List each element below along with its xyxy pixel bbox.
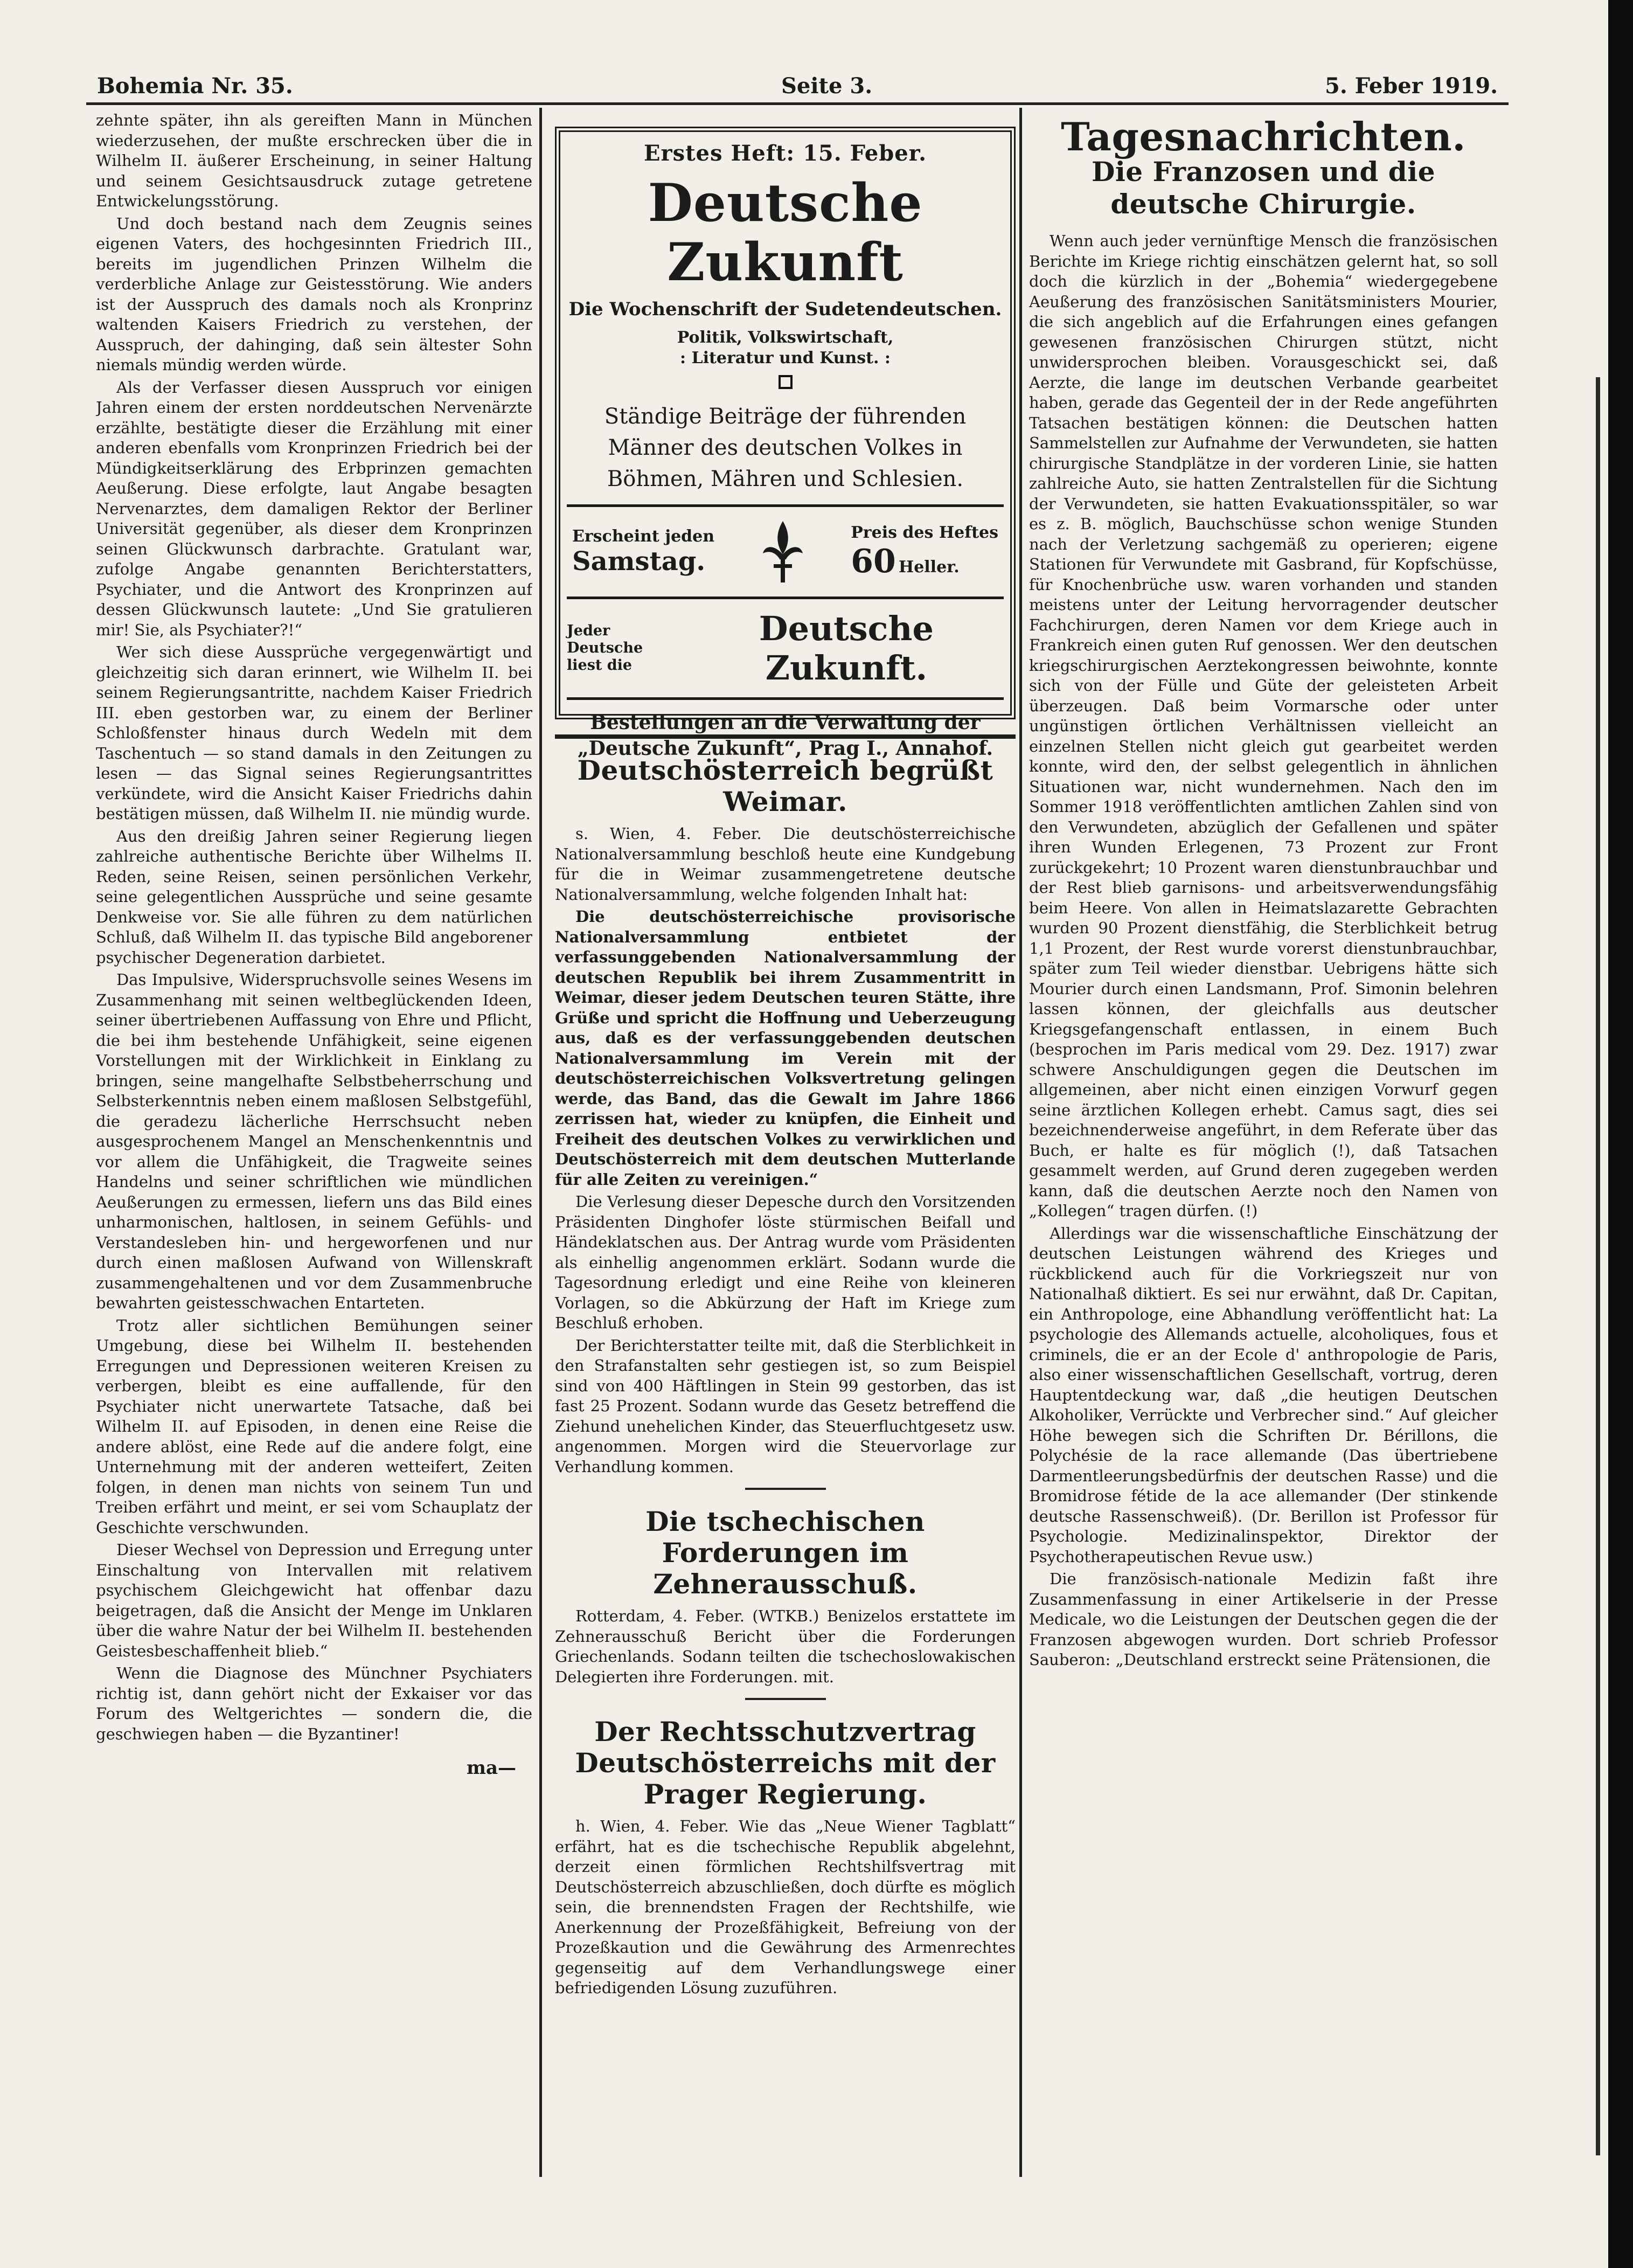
ad-order-line: Bestellungen an die Verwaltung der [590, 711, 981, 734]
column-divider-1 [539, 108, 542, 2177]
ad-title: Deutsche Zukunft [648, 172, 923, 293]
fleur-de-lis-icon [759, 517, 807, 587]
paragraph: Wenn die Diagnose des Münchner Psychiaters richtig ist, dann gehört nicht der Exkaiser vor das Forum des Weltgerichtes — sondern die, die geschwiegen haben — die Byzantiner! [96, 1664, 532, 1743]
ad-order-line: „Deutsche Zukunft“, Prag I., Annahof. [577, 737, 993, 760]
ad-rule [567, 697, 1004, 700]
paragraph: Der Berichterstatter teilte mit, daß die Sterblichkeit in den Strafanstalten sehr gestiegen ist, so zum Beispiel sind von 400 Häftlingen in Stein 99 gestorben, das ist fast 25 Prozent. Sodann wurde das Gesetz betreffend die Ziehund unehelichen Kinder, das Steuerfluchtgesetz usw. angenommen. Morgen wird die Steuervorlage zur Verhandlung kommen. [555, 1336, 1016, 1476]
paragraph: Trotz aller sichtlichen Bemühungen seiner Umgebung, diese bei Wilhelm II. bestehenden Erregungen und Depressionen weiteren Kreisen zu verbergen, bleibt es eine auffallende, für den Psychiater nicht unerwartete Tatsache, daß bei Wilhelm II. auf Episoden, in denen eine Reise die andere ablöst, eine Rede auf die andere folgt, eine Unternehmung mit der anderen wetteifert, Zeiten folgen, in denen man nichts von seinem Tun und Treiben erfährt und meint, er sei vom Schauplatz der Geschichte verschwunden. [96, 1316, 532, 1537]
ad-topics-line: : Literatur und Kunst. : [680, 349, 891, 367]
scan-border [1608, 0, 1633, 2268]
article-separator [745, 1698, 826, 1700]
article-headline: Deutschösterreich begrüßt Weimar. [577, 754, 993, 817]
paragraph: Das Impulsive, Widerspruchsvolle seines Wesens im Zusammenhang mit seinen weltbeglückenden Ideen, seiner übertriebenen Auffassung von Ehre und Pflicht, die bei ihm bestehende Unfähigkeit, seine eigenen Vorstellungen mit der Wirklichkeit in Einklang zu bringen, seine mangelhafte Selbstbeherrschung und Selbsterkenntnis neben einem maßlosen Selbstgefühl, die geradezu lächerliche Herrschsucht neben ausgesprochenem Mangel an Menschenkenntnis und vor allem die Unfähigkeit, die Tragweite seines Handelns und seiner schriftlichen wie mündlichen Aeußerungen zu ermessen, liefern uns das Bild eines unharmonischen, haltlosen, in seinem Gefühls- und Verstandesleben hin- und hergeworfenen und nur durch einen maßlosen Aufwand von Willenskraft zusammengehaltenen und vor dem Zusammenbruche bewahrten geistesschwachen Entarteten. [96, 970, 532, 1312]
binding-edge-line [1596, 377, 1600, 2155]
ad-appears [572, 527, 714, 577]
square-ornament-icon [779, 375, 793, 389]
column-left [96, 110, 532, 2169]
ad-topics-line: Politik, Volkswirtschaft, [677, 328, 894, 347]
ad-price-value: 60 [851, 543, 896, 580]
section-title: Tagesnachrichten. [1061, 114, 1466, 159]
ad-topics [567, 328, 1004, 369]
paragraph: h. Wien, 4. Feber. Wie das „Neue Wiener Tagblatt“ erfährt, hat es die tschechische Republik abgelehnt, derzeit einen förmlichen Rechtshilfsvertrag mit Deutschösterreich abzuschließen, doch dürfte es möglich sein, die brennendsten Fragen der Rechtshilfe, wie Anerkennung der Prozeßfähigkeit, Befreiung von der Prozeßkaution und die Gewährung des Armenrechtes gegenseitig auf dem Verhandlungswege einer befriedigenden Lösung zuzuführen. [555, 1817, 1016, 1997]
paragraph: Die französisch-nationale Medizin faßt ihre Zusammenfassung in einer Artikelserie in der Presse Medicale, wo die Leistungen der Deutschen gegen die der Franzosen abgewogen wurden. Dort schrieb Professor Sauberon: „Deutschland erstreckt seine Prätensionen, die [1029, 1570, 1498, 1669]
paragraph: Und doch bestand nach dem Zeugnis seines eigenen Vaters, des hochgesinnten Friedrich III., bereits im jugendlichen Prinzen Wilhelm die verderbliche Anlage zur Geistesstörung. Wie anders ist der Ausspruch des damals noch als Kronprinz waltenden Kaisers Friedrich zu verstehen, der Ausspruch, der dahinging, daß sein ältester Sohn niemals mündig werden würde. [96, 214, 532, 374]
column-right [1029, 110, 1498, 2158]
ad-appears-day: Samstag. [572, 546, 706, 577]
ad-info-row [567, 517, 1004, 587]
page-number: Seite 3. [781, 73, 873, 99]
ad-notice: Erstes Heft: 15. Feber. [644, 141, 927, 166]
ad-subtitle: Die Wochenschrift der Sudetendeutschen. [568, 299, 1002, 320]
paragraph: Dieser Wechsel von Depression und Erregung unter Einschaltung von Intervallen mit relativem psychischem Gleichgewicht hat offenbar dazu beigetragen, daß die Ansicht der Menge im Unklaren über die wahre Natur der bei Wilhelm II. bestehenden Geistesbeschaffenheit blieb.“ [96, 1541, 532, 1660]
article-headline: Die Franzosen und die deutsche Chirurgie. [1091, 156, 1436, 220]
ad-price-unit: Heller. [898, 558, 960, 577]
ad-reader-title: Deutsche Zukunft. [759, 609, 934, 688]
ad-price-label: Preis des Heftes [851, 523, 998, 542]
paragraph: Die Verlesung dieser Depesche durch den Vorsitzenden Präsidenten Dinghofer löste stürmischen Beifall und Händeklatschen aus. Der Antrag wurde vom Präsidenten als einhellig angenommen erklärt. Sodann wurde die Tagesordnung erledigt und eine Reihe von kleineren Vorlagen, so die Abkürzung der Haft im Kriege zum Beschluß erhoben. [555, 1192, 1016, 1332]
column-divider-2 [1019, 108, 1022, 2177]
author-signature: ma— [466, 1757, 516, 1779]
ad-reader-text: liest die [567, 657, 633, 674]
ad-order [567, 710, 1004, 761]
issue-date: 5. Feber 1919. [1324, 73, 1498, 99]
paragraph: Aus den dreißig Jahren seiner Regierung liegen zahlreiche authentische Berichte über Wilhelms II. Reden, seine Reisen, seinen persönlichen Verkehr, seine gelegentlichen Aussprüche und seine gesamte Denkweise vor. Sie alle führen zu dem natürlichen Schluß, daß Wilhelm II. das typische Bild angeborener psychischer Degeneration darbietet. [96, 827, 532, 967]
paragraph: Wer sich diese Aussprüche vergegenwärtigt und gleichzeitig sich daran erinnert, wie Wilhelm II. bei seinem Regierungsantritte, nachdem Kaiser Friedrich III. eben gestorben war, zu einem der Berliner Schloßfenster hinaus durch Wedeln mit dem Taschentuch — so stand damals in den Zeitungen zu lesen — das Signal seines Regierungsantrittes verkündete, wird die Ansicht Kaiser Friedrichs dahin bestätigen müssen, daß Wilhelm II. nie mündig wurde. [96, 643, 532, 823]
ad-rule [567, 597, 1004, 599]
paragraph: Als der Verfasser diesen Ausspruch vor einigen Jahren einem der ersten norddeutschen Nervenärzte erzählte, bestätigte dieser die Erzählung mit einer anderen ebenfalls vom Kronprinzen Friedrich bei der Mündigkeitserklärung des Erbprinzen gemachten Aeußerung. Diese erfolgte, laut Angabe besagten Nervenarztes, dem damaligen Rektor der Berliner Universität gegenüber, als dieser dem Kronprinzen seinen Glückwunsch darbrachte. Gratulant war, zufolge Angabe genannten Berichterstatters, Psychiater, und die Antwort des Kronprinzen auf dessen Glückwunsch lautete: „Und Sie gratulieren mir! Sie, als Psychiater?!“ [96, 378, 532, 639]
column-middle [555, 110, 1016, 2169]
paragraph: Die deutschösterreichische provisorische Nationalversammlung entbietet der verfassunggebenden Nationalversammlung der deutschen Republik bei ihrem Zusammentritt in Weimar, dieser jedem Deutschen teuren Stätte, ihre Grüße und spricht die Hoffnung und Ueberzeugung aus, daß es der verfassunggebenden deutschen Nationalversammlung im Verein mit der deutschösterreichischen Volksvertretung gelingen werde, das Band, das die Gewalt im Jahre 1866 zerrissen hat, wieder zu knüpfen, die Einheit und Freiheit des deutschen Volkes zu verwirklichen und Deutschösterreich mit dem deutschen Mutterlande für alle Zeiten zu vereinigen.“ [555, 907, 1016, 1189]
article-separator [745, 1488, 826, 1490]
ad-reader-line [567, 609, 1004, 688]
paragraph: s. Wien, 4. Feber. Die deutschösterreichische Nationalversammlung beschloß heute eine Kundgebung für die in Weimar zusammengetretene deutsche Nationalversammlung, welche folgenden Inhalt hat: [555, 824, 1016, 904]
article-headline: Der Rechtsschutzvertrag Deutschösterreichs mit der Prager Regierung. [575, 1716, 996, 1810]
masthead-issue: Bohemia Nr. 35. [97, 73, 293, 99]
ad-reader-text: Jeder Deutsche [567, 622, 643, 656]
header-rule [86, 102, 1509, 105]
ad-reader-prefix [567, 622, 679, 674]
paragraph: zehnte später, ihn als gereiften Mann in München wiederzusehen, der mußte erschrecken über die in Wilhelm II. äußerer Erscheinung, in seiner Haltung und seinem Gesichtsausdruck zutage getretene Entwickelungsstörung. [96, 111, 532, 210]
paragraph: Wenn auch jeder vernünftige Mensch die französischen Berichte im Kriege richtig einschätzen gelernt hat, so soll doch die kürzlich in der „Bohemia“ wiedergegebene Aeußerung des französischen Sanitätsministers Mourier, die sich angeblich auf die Erfahrungen eines gefangen gewesenen französischen Chirurgen stützt, nicht unwidersprochen bleiben. Vorausgeschickt sei, daß Aerzte, die lange im deutschen Verbande gearbeitet haben, gerade das Gegenteil der in der Rede angeführten Tatsachen bestätigen können: die Deutschen hatten Sammelstellen zur Aufnahme der Verwundeten, sie hatten chirurgische Standplätze in der vorderen Linie, sie hatten zahlreiche Auto, sie hatten Zentralstellen für die Sichtung der Verwundeten, sie hatten Evakuationsspitäler, so war es z. B. möglich, Bauchschüsse schon wenige Stunden nach der Verletzung sachgemäß zu operieren; eigene Stationen für Verwundete mit Gasbrand, für Kopfschüsse, für Knochenbrüche usw. waren vorhanden und standen meistens unter der Leitung hervorragender deutscher Fachchirurgen, deren Namen vor dem Kriege auch in Frankreich einen guten Ruf genossen. Wer den deutschen kriegschirurgischen Aerztekongressen beiwohnte, konnte sich von der Fülle und Güte der geleisteten Arbeit überzeugen. Daß beim Vormarsche oder unter ungünstigen örtlichen Verhältnissen vielleicht an einzelnen Stellen nicht gleich gut gearbeitet werden konnte, wird den, der selbst gelegentlich in ähnlichen Situationen war, nicht wundernehmen. Nach den im Sommer 1918 veröffentlichten amtlichen Zahlen sind von den Verwundeten, abzüglich der Gefallenen und später ihren Wunden Erlegenen, 73 Prozent zur Front zurückgekehrt; 10 Prozent waren dienstunbrauchbar und der Rest blieb garnisons- und arbeitsverwendungsfähig beim Heere. Von allen in Heimatslazarette Gebrachten wurden 90 Prozent dienstfähig, die Sterblichkeit betrug 1,1 Prozent, der Rest wurde vorerst dienstunbrauchbar, später zum Teil wieder dienstbar. Uebrigens hätte sich Mourier durch einen Landsmann, Prof. Simonin belehren lassen können, der gleichfalls aus deutscher Kriegsgefangenschaft entlassen, in einem Buch (besprochen im Paris medical vom 29. Dez. 1917) zwar schwere Anschuldigungen gegen die Deutschen im allgemeinen, aber nicht einen einzigen Vorwurf gegen seine ärztlichen Kollegen erhebt. Camus sagt, dies sei bezeichnenderweise angeführt, in dem Referate über das Buch, er halte es für möglich (!), daß Tatsachen gesammelt werden, auf Grund deren zugegeben werden kann, daß die deutschen Aerzte noch den Namen von „Kollegen“ tragen dürfen. (!) [1029, 232, 1498, 1220]
ad-description: Ständige Beiträge der führenden Männer des deutschen Volkes in Böhmen, Mähren und Schlesien. [604, 404, 967, 491]
ad-price [851, 523, 998, 580]
advertisement-deutsche-zukunft [555, 127, 1016, 760]
ad-rule [567, 504, 1004, 507]
article-headline: Die tschechischen Forderungen im Zehnerausschuß. [645, 1506, 925, 1600]
paragraph: Allerdings war die wissenschaftliche Einschätzung der deutschen Leistungen während des Krieges und rückblickend auch für die Vorkriegszeit nur von Nationalhaß diktiert. Es sei nur erwähnt, daß Dr. Capitan, ein Anthropologe, eine Abhandlung veröffentlicht hat: La psychologie des Allemands actuelle, alcoholiques, fous et criminels, die er an der Ecole d' anthropologie de Paris, also einer wissenschaftlichen Gesellschaft, vortrug, deren Hauptentdeckung war, daß „die heutigen Deutschen Alkoholiker, Verrückte und Verbrecher sind.“ Auf gleicher Höhe bewegen sich die Schriften Dr. Bérillons, die Polychésie de la race allemande (Das übertriebene Darmentleerungsbedürfnis der deutschen Rasse) und die Bromidrose fétide de la ace allemander (Der stinkende deutsche Rassenschweiß). (Dr. Berillon ist Professor für Psychologie. Medizinalinspektor, Direktor der Psychotherapeutischen Revue usw.) [1029, 1224, 1498, 1566]
page-header [97, 65, 1498, 102]
ad-appears-label: Erscheint jeden [572, 527, 715, 546]
paragraph: Rotterdam, 4. Feber. (WTKB.) Benizelos erstattete im Zehnerausschuß Bericht über die Forderungen Griechenlands. Sodann teilten die tschechoslowakischen Delegierten ihre Forderungen. mit. [555, 1607, 1016, 1686]
